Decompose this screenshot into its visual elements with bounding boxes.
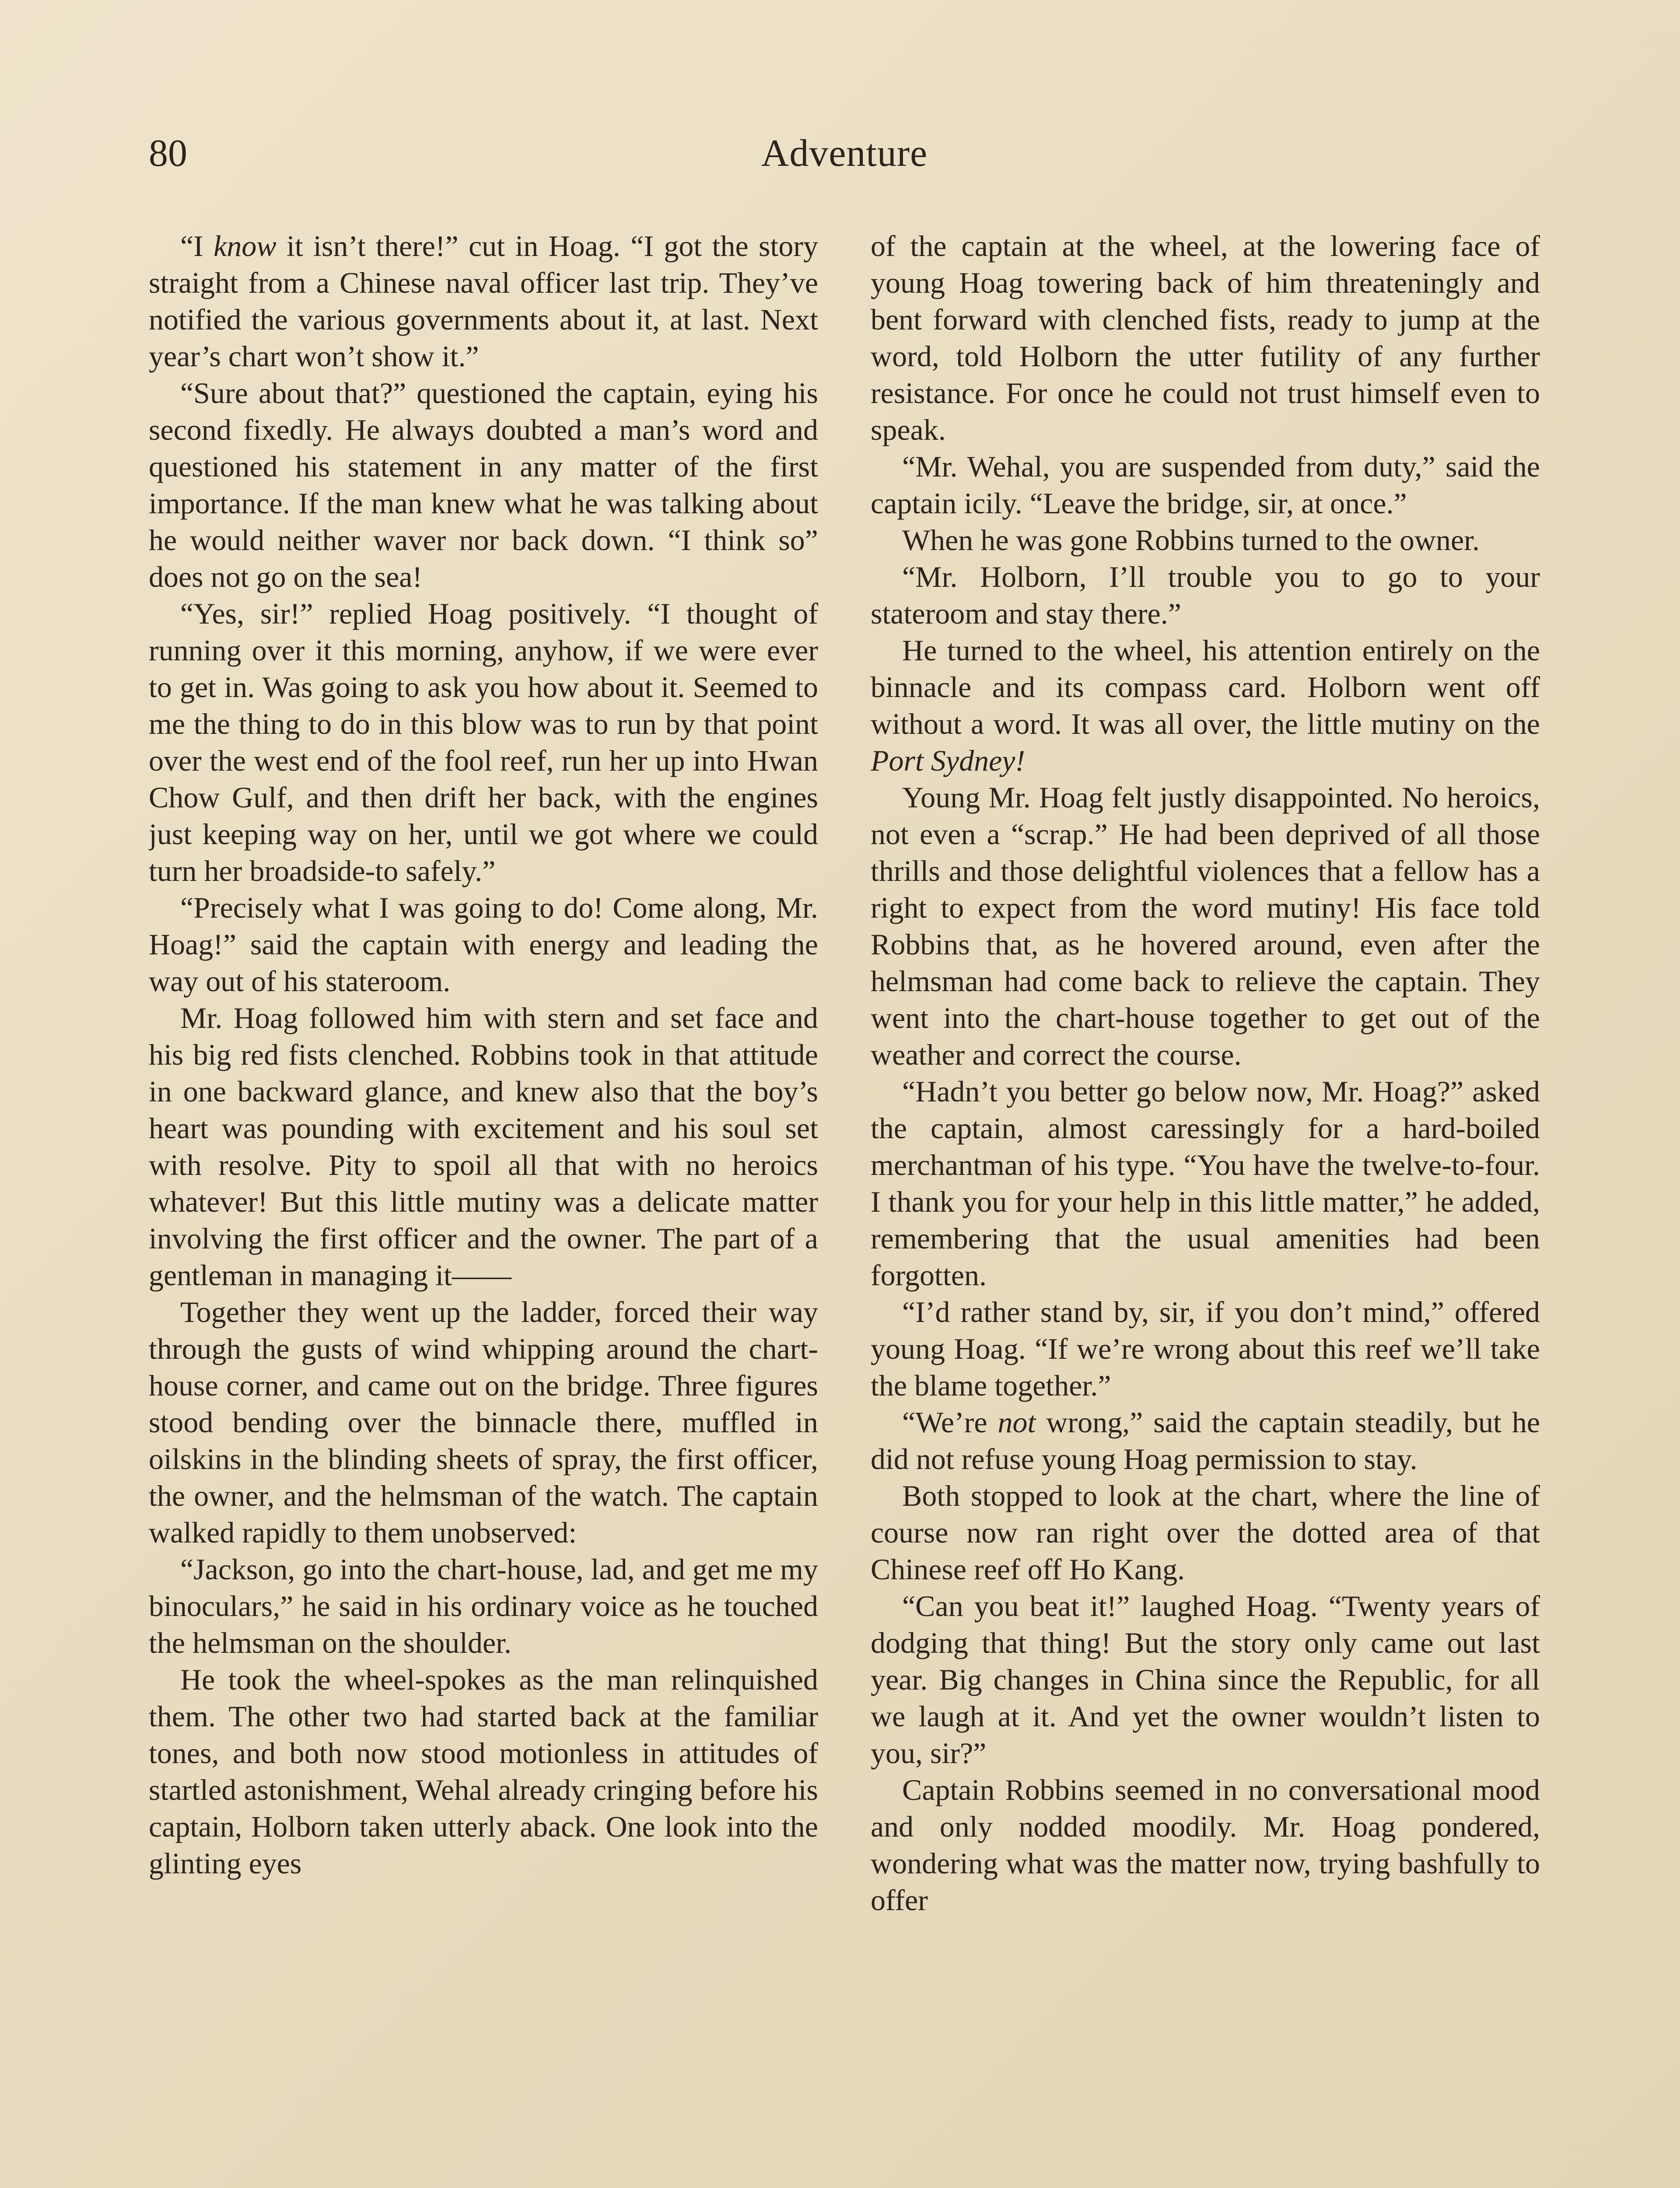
- paragraph: [871, 1294, 1540, 1404]
- paragraph: [871, 522, 1540, 558]
- paragraph: [871, 779, 1540, 1073]
- paragraph: [149, 1294, 818, 1551]
- page-number: 80: [149, 132, 187, 175]
- paragraph: [871, 1404, 1540, 1477]
- text-run: “We’re: [902, 1406, 998, 1439]
- text-run: it isn’t there!” cut in Hoag. “I got the story straight from a Chinese naval officer last trip. They’ve notified the various governments about it, at last. Next year’s chart won’t show it.”: [149, 229, 818, 373]
- paragraph: [871, 1477, 1540, 1588]
- text-run: “Sure about that?” questioned the captain, eying his second fixedly. He always doubted a man’s word and questioned his statement in any matter of the first importance. If the man knew what he was talking about he would neither waver nor back down. “I think so” does not go on the sea!: [149, 376, 818, 593]
- paragraph: [149, 1661, 818, 1882]
- italic-text: know: [214, 229, 276, 263]
- left-column: [149, 228, 818, 2188]
- paragraph: [149, 1551, 818, 1661]
- paragraph: [871, 228, 1540, 448]
- right-column: [871, 228, 1540, 2188]
- paragraph: [871, 448, 1540, 522]
- text-run: He turned to the wheel, his attention entirely on the binnacle and its compass card. Holborn went off without a word. It was all over, the little mutiny on the: [871, 634, 1540, 740]
- text-run: Captain Robbins seemed in no conversational mood and only nodded moodily. Mr. Hoag pondered, wondering what was the matter now, trying bashfully to offer: [871, 1773, 1540, 1917]
- text-run: He took the wheel-spokes as the man relinquished them. The other two had started back at the familiar tones, and both now stood motionless in attitudes of startled astonishment, Wehal already cringing before his captain, Holborn taken utterly aback. One look into the glinting eyes: [149, 1663, 818, 1880]
- text-run: Together they went up the ladder, forced their way through the gusts of wind whipping around the chart-house corner, and came out on the bridge. Three figures stood bending over the binnacle there, muffled in oilskins in the blinding sheets of spray, the first officer, the owner, and the helmsman of the watch. The captain walked rapidly to them unobserved:: [149, 1295, 818, 1549]
- text-run: “Mr. Holborn, I’ll trouble you to go to your stateroom and stay there.”: [871, 560, 1540, 630]
- paragraph: [871, 632, 1540, 779]
- text-run: Both stopped to look at the chart, where the line of course now ran right over the dotted area of that Chinese reef off Ho Kang.: [871, 1479, 1540, 1586]
- text-run: “Jackson, go into the chart-house, lad, and get me my binoculars,” he said in his ordinary voice as he touched the helmsman on the shoulder.: [149, 1553, 818, 1659]
- text-run: “I: [180, 229, 214, 263]
- text-run: Mr. Hoag followed him with stern and set face and his big red fists clenched. Robbins took in that attitude in one backward glance, and knew also that the boy’s heart was pounding with excitement and his soul set with resolve. Pity to spoil all that with no heroics whatever! But this little mutiny was a delicate matter involving the first officer and the owner. The part of a gentleman in managing it——: [149, 1001, 818, 1292]
- text-run: “Can you beat it!” laughed Hoag. “Twenty years of dodging that thing! But the story only came out last year. Big changes in China since the Republic, for all we laugh at it. And yet the owner wouldn’t listen to you, sir?”: [871, 1589, 1540, 1770]
- italic-text: Port Sydney!: [871, 744, 1026, 777]
- paragraph: [149, 889, 818, 999]
- paragraph: [871, 1771, 1540, 1918]
- running-title: Adventure: [761, 132, 928, 175]
- text-run: “I’d rather stand by, sir, if you don’t mind,” offered young Hoag. “If we’re wrong about this reef we’ll take the blame together.”: [871, 1295, 1540, 1402]
- paragraph: [149, 595, 818, 889]
- paragraph: [871, 1588, 1540, 1771]
- paragraph: [871, 1073, 1540, 1294]
- paragraph: [149, 999, 818, 1294]
- text-columns: [149, 228, 1540, 2188]
- text-run: of the captain at the wheel, at the lowering face of young Hoag towering back of him threateningly and bent forward with clenched fists, ready to jump at the word, told Holborn the utter futility of any further resistance. For once he could not trust himself even to speak.: [871, 229, 1540, 446]
- text-run: “Hadn’t you better go below now, Mr. Hoag?” asked the captain, almost caressingly for a hard-boiled merchantman of his type. “You have the twelve-to-four. I thank you for your help in this little matter,” he added, remembering that the usual amenities had been forgotten.: [871, 1075, 1540, 1292]
- paragraph: [149, 375, 818, 595]
- paragraph: [871, 558, 1540, 632]
- paragraph: [149, 228, 818, 375]
- text-run: “Mr. Wehal, you are suspended from duty,” said the captain icily. “Leave the bridge, sir, at once.”: [871, 450, 1540, 520]
- text-run: “Precisely what I was going to do! Come along, Mr. Hoag!” said the captain with energy and leading the way out of his stateroom.: [149, 891, 818, 998]
- text-run: When he was gone Robbins turned to the owner.: [902, 523, 1480, 557]
- text-run: wrong,” said the captain steadily, but he did not refuse young Hoag permission to stay.: [871, 1406, 1540, 1476]
- text-run: Young Mr. Hoag felt justly disappointed. No heroics, not even a “scrap.” He had been deprived of all those thrills and those delightful violences that a fellow has a right to expect from the word mutiny! His face told Robbins that, as he hovered around, even after the helmsman had come back to relieve the captain. They went into the chart-house together to get out of the weather and correct the course.: [871, 781, 1540, 1071]
- italic-text: not: [998, 1406, 1036, 1439]
- text-run: “Yes, sir!” replied Hoag positively. “I thought of running over it this morning, anyhow, if we were ever to get in. Was going to ask you how about it. Seemed to me the thing to do in this blow was to run by that point over the west end of the fool reef, run her up into Hwan Chow Gulf, and then drift her back, with the engines just keeping way on her, until we got where we could turn her broadside-to safely.”: [149, 597, 818, 887]
- page-header: [149, 131, 1540, 193]
